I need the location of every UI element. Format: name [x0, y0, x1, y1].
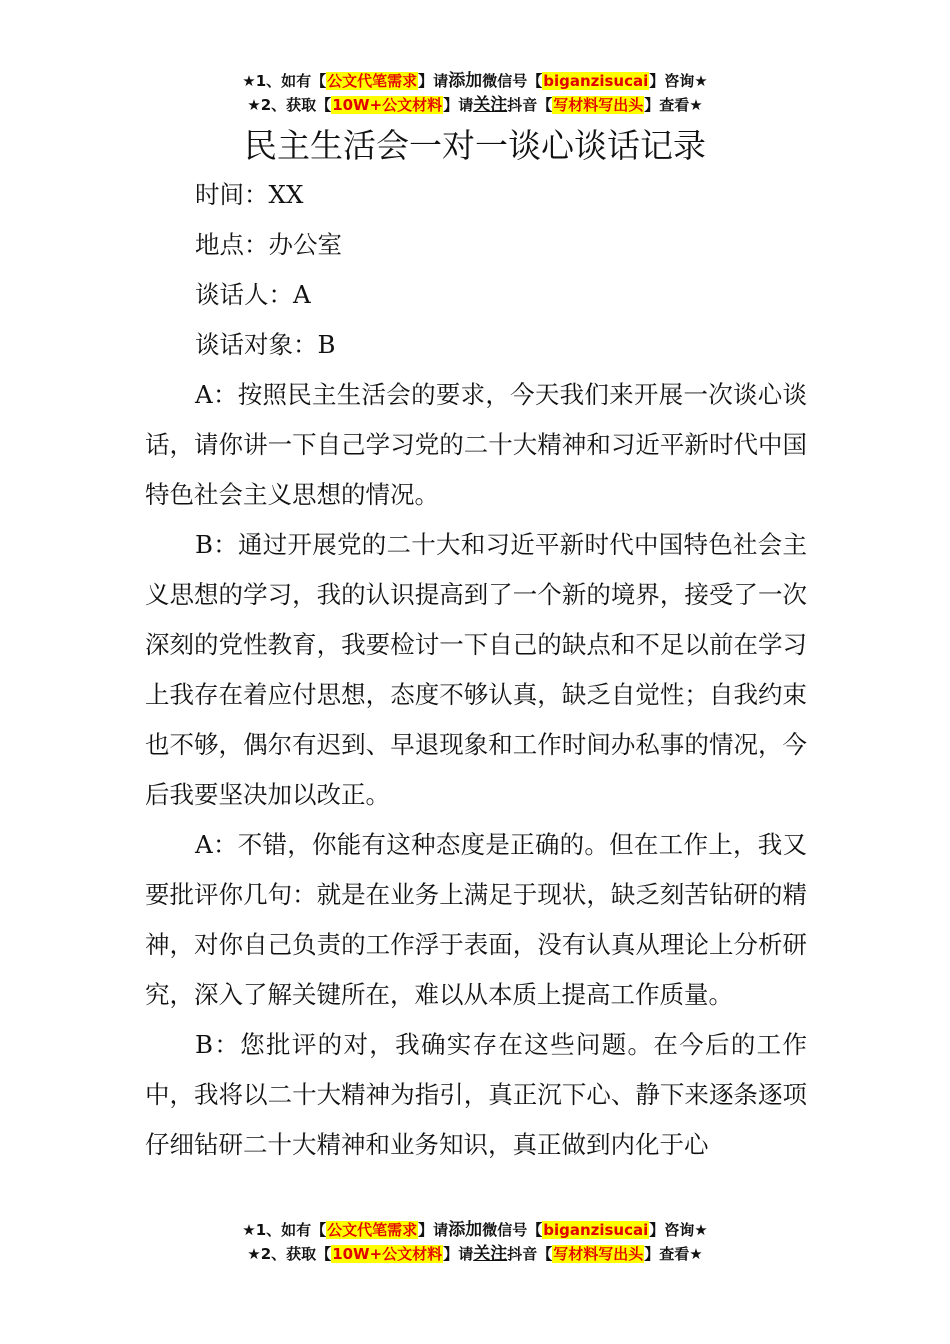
- meta-speaker: 谈话人：A: [195, 280, 311, 309]
- document-title: 民主生活会一对一谈心谈话记录: [244, 126, 706, 165]
- document-body: [145, 170, 807, 1170]
- meta-time: 时间：XX: [195, 180, 304, 209]
- dialogue-paragraph: A：按照民主生活会的要求，今天我们来开展一次谈心谈话，请你讲一下自己学习党的二十大精神和习近平新时代中国特色社会主义思想的情况。: [145, 380, 807, 509]
- promo-highlight: 10W+公文材料: [332, 1245, 443, 1263]
- header-promo-banner: [0, 69, 950, 117]
- promo-douyin-id: 写材料写出头: [553, 1245, 644, 1263]
- dialogue-paragraph: B：您批评的对，我确实存在这些问题。在今后的工作中，我将以二十大精神为指引，真正沉下心、静下来逐条逐项仔细钻研二十大精神和业务知识，真正做到内化于心: [145, 1030, 807, 1159]
- footer-promo-banner: [0, 1218, 950, 1266]
- promo-line-2: ★2、获取【10W+公文材料】请关注抖音【写材料写出头】查看★: [247, 1244, 703, 1264]
- promo-douyin-id: 写材料写出头: [553, 96, 644, 114]
- promo-line-1: ★1、如有【公文代笔需求】请添加微信号【biganzisucai】咨询★: [242, 71, 708, 91]
- meta-place: 地点：办公室: [195, 230, 342, 259]
- meta-target: 谈话对象：B: [195, 330, 336, 359]
- dialogue-paragraph: B：通过开展党的二十大和习近平新时代中国特色社会主义思想的学习，我的认识提高到了一个新的境界，接受了一次深刻的党性教育，我要检讨一下自己的缺点和不足以前在学习上我存在着应付思想，态度不够认真，缺乏自觉性；自我约束也不够，偶尔有迟到、早退现象和工作时间办私事的情况，今后我要坚决加以改正。: [145, 530, 807, 809]
- promo-highlight: 公文代笔需求: [327, 1221, 418, 1239]
- promo-wechat-id: biganzisucai: [543, 72, 649, 90]
- promo-wechat-id: biganzisucai: [543, 1221, 649, 1239]
- promo-highlight: 公文代笔需求: [327, 72, 418, 90]
- promo-highlight: 10W+公文材料: [332, 96, 443, 114]
- promo-line-1: ★1、如有【公文代笔需求】请添加微信号【biganzisucai】咨询★: [242, 1220, 708, 1240]
- dialogue-paragraph: A：不错，你能有这种态度是正确的。但在工作上，我又要批评你几句：就是在业务上满足于现状，缺乏刻苦钻研的精神，对你自己负责的工作浮于表面，没有认真从理论上分析研究，深入了解关键所在，难以从本质上提高工作质量。: [145, 830, 807, 1009]
- promo-line-2: ★2、获取【10W+公文材料】请关注抖音【写材料写出头】查看★: [247, 95, 703, 115]
